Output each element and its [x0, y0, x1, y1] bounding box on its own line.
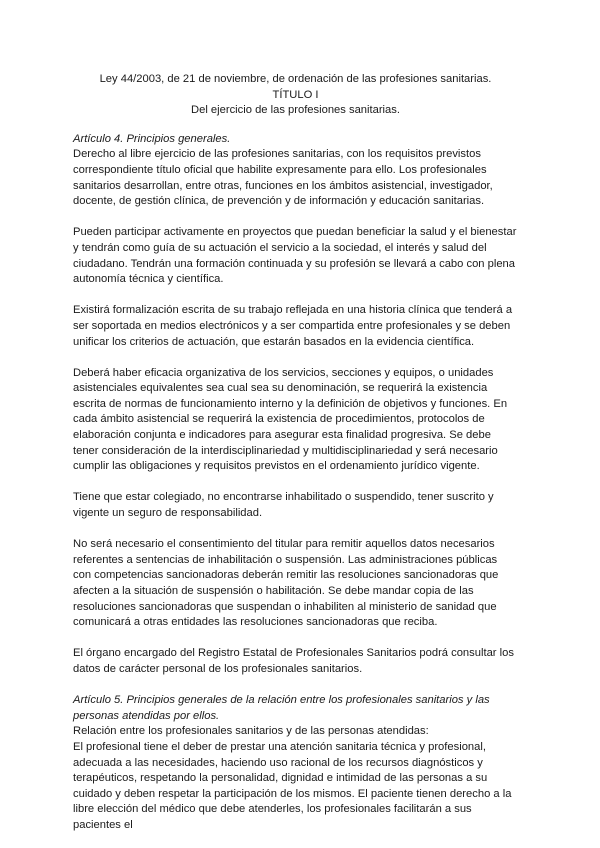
law-title: Ley 44/2003, de 21 de noviembre, de ordenación de las profesiones sanitarias. [99, 73, 492, 85]
article-4-paragraph-3: Existirá formalización escrita de su trabajo reflejada en una historia clínica que tenderá a ser soportada en medios electrónicos y a ser compartida entre profesionales y se deben unificar los criterios de actuación, que estarán basados en la evidencia científica. [73, 304, 513, 348]
titulo-label: TÍTULO I [272, 88, 319, 101]
titulo-subtitle: Del ejercicio de las profesiones sanitarias. [191, 104, 400, 117]
article-4-paragraph-5: Tiene que estar colegiado, no encontrarse inhabilitado o suspendido, tener suscrito y vigente un seguro de responsabilidad. [73, 491, 494, 520]
article-4-paragraph-1: Derecho al libre ejercicio de las profesiones sanitarias, con los requisitos previstos correspondiente título oficial que habilite expresamente para ello. Los profesionales sanitarios desarrollan, entre otras, funciones en los ámbitos asistencial, investigador, docente, de gestión clínica, de prevención y de información y educación sanitarias. [73, 148, 493, 208]
document-header [73, 72, 518, 119]
article-5-paragraph: El profesional tiene el deber de prestar una atención sanitaria técnica y profesional, adecuada a las necesidades, haciendo uso racional de los recursos diagnósticos y terapéuticos, respetando la personalidad, dignidad e intimidad de las personas a su cuidado y deben respetar la participación de los mismos. El paciente tienen derecho a la libre elección del médico que debe atenderles, los profesionales facilitarán a sus pacientes el [73, 740, 512, 831]
article-4-paragraph-4: Deberá haber eficacia organizativa de los servicios, secciones y equipos, o unidades asistenciales equivalentes sea cual sea su denominación, se requerirá la existencia escrita de normas de funcionamiento interno y la definición de objetivos y funciones. En cada ámbito asistencial se requerirá la existencia de procedimientos, protocolos de elaboración conjunta e indicadores para asegurar esta finalidad progresiva. Se debe tener consideración de la interdisciplinariedad y multidisciplinariedad y será necesario cumplir las obligaciones y requisitos previstos en el ordenamiento jurídico vigente. [73, 366, 508, 473]
article-5-subheading: Relación entre los profesionales sanitarios y de las personas atendidas: [73, 725, 429, 738]
article-4-paragraph-6: No será necesario el consentimiento del titular para remitir aquellos datos necesarios referentes a sentencias de inhabilitación o suspensión. Las administraciones públicas con competencias sancionadoras deberán remitir las resoluciones sancionadoras que afecten a la situación de suspensión o habilitación. Se debe mandar copia de las resoluciones sancionadoras que suspendan o inhabiliten al ministerio de sanidad que comunicará a otras entidades las resoluciones sancionadoras que reciba. [73, 538, 499, 629]
article-4-heading: Artículo 4. Principios generales. [73, 132, 231, 145]
article-5-heading: Artículo 5. Principios generales de la relación entre los profesionales sanitarios y las personas atendidas por ellos. [73, 694, 490, 722]
article-4-paragraph-7: El órgano encargado del Registro Estatal de Profesionales Sanitarios podrá consultar los datos de carácter personal de los profesionales sanitarios. [73, 647, 514, 675]
article-4 [73, 132, 518, 678]
article-4-paragraph-2: Pueden participar activamente en proyectos que puedan beneficiar la salud y el bienestar y tendrán como guía de su actuación el servicio a la sociedad, el interés y salud del ciudadano. Tendrán una formación continuada y su profesión se llevará a cabo con plena autonomía técnica y científica. [73, 226, 517, 286]
article-5 [73, 693, 518, 833]
